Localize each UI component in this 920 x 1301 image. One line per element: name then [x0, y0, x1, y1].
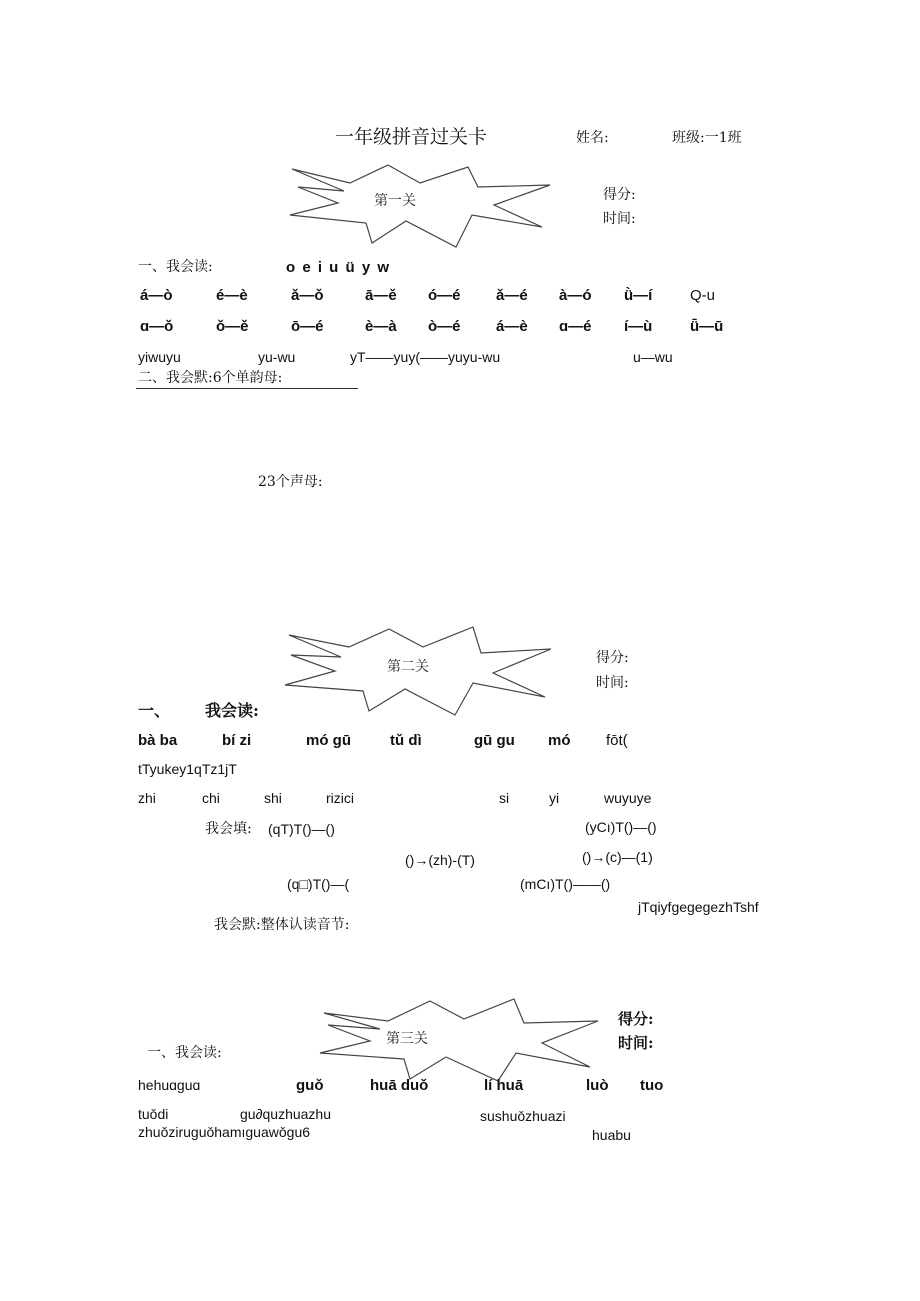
level3-row1-item: tuo [640, 1077, 664, 1094]
level3-row2-item: tuǒdi [138, 1106, 169, 1122]
level2-row2-item: zhi [138, 790, 156, 806]
level3-read-label: 一、我会读: [147, 1045, 222, 1061]
level2-row1-item: tǔ dì [390, 732, 422, 749]
level2-row2-item: shi [264, 790, 282, 806]
level1-row2-item: ǒ—ě [216, 318, 249, 335]
page-title: 一年级拼音过关卡 [335, 126, 488, 148]
level3-row1-item: huā duǒ [370, 1077, 429, 1094]
level3-time-label: 时间: [618, 1034, 654, 1052]
level1-badge [288, 163, 558, 249]
level1-row1-item: ā—ě [365, 287, 397, 304]
level2-fill-label: 我会填: [205, 821, 252, 837]
level2-write-label: 我会默:整体认读音节: [214, 917, 350, 933]
level1-read-label: 一、我会读: [138, 259, 213, 275]
level1-row1-item: ǜ—í [624, 287, 653, 304]
level2-row1b: tTyukey1qTz1jT [138, 761, 237, 777]
level2-row2-item: si [499, 790, 510, 806]
level2-fill-item: (qT)T()—() [268, 821, 335, 837]
level2-row1-item: mó [548, 732, 571, 749]
level1-row1-item: Q-u [690, 287, 716, 304]
level2-row2-item: rizici [326, 790, 354, 806]
level1-row1-item: ó—é [428, 287, 461, 304]
level2-fill-item: (mCı)T()——() [520, 876, 611, 892]
level1-row2-item: ɑ—ǒ [140, 318, 174, 335]
level3-row1-item: hehuɑguɑ [138, 1077, 201, 1093]
level2-read-prefix: 一、 [138, 701, 171, 720]
level1-row1-item: ǎ—ǒ [291, 287, 324, 304]
level1-initials-label: 23个声母: [258, 474, 323, 490]
level1-row2-item: è—à [365, 318, 397, 335]
level2-badge-text: 第二关 [387, 659, 429, 675]
level3-row1-item: luò [586, 1077, 609, 1094]
name-label: 姓名: [576, 130, 609, 146]
level2-fill-extra: jTqiyfgegegezhTshf [638, 899, 759, 915]
underline-rule [136, 388, 358, 389]
level3-row1-item: lí huā [484, 1077, 524, 1094]
level1-row3-item: yT——yuy(——yuyu-wu [350, 349, 501, 365]
level1-row1-item: é—è [216, 287, 248, 304]
level3-row3-item: huabu [592, 1127, 631, 1143]
level2-row1-item: fōt( [606, 732, 628, 749]
level3-row2-item: sushuǒzhuazi [480, 1108, 566, 1124]
level3-badge-text: 第三关 [386, 1031, 428, 1047]
level2-fill-item: ()→(zh)-(T) [405, 852, 475, 868]
level1-row3-item: u—wu [633, 349, 673, 365]
level1-score-label: 得分: [603, 187, 636, 203]
level3-row3-item: zhuǒziruguǒhamıguawǒgu6 [138, 1124, 311, 1140]
level2-fill-item: (q□)T()—( [287, 876, 350, 892]
level3-badge [318, 997, 602, 1083]
level2-row1-item: bà ba [138, 732, 178, 749]
level1-row1-item: á—ò [140, 287, 173, 304]
level1-write-label: 二、我会默:6个单韵母: [138, 370, 283, 386]
level1-row3-item: yiwuyu [138, 349, 181, 365]
level2-fill-item: ()→(c)—(1) [582, 849, 653, 865]
level3-row1-item: guǒ [296, 1077, 324, 1094]
level1-row2-item: í—ù [624, 318, 653, 335]
level2-row1-item: bí zi [222, 732, 252, 749]
level3-row2-item: gu∂quzhuazhu [240, 1106, 331, 1122]
level1-row1-item: ǎ—é [496, 287, 528, 304]
level3-score-label: 得分: [618, 1010, 654, 1028]
level1-badge-text: 第一关 [374, 193, 416, 209]
level1-row2-item: á—è [496, 318, 528, 335]
level2-fill-item: (yCı)T()—() [585, 819, 657, 835]
level2-row1-item: mó gū [306, 732, 351, 749]
level1-row1-item: à—ó [559, 287, 592, 304]
level1-row3-item: yu-wu [258, 349, 296, 365]
level1-row2-item: ɑ—é [559, 318, 592, 335]
class-label: 班级:一1班 [672, 130, 742, 146]
level2-row1-item: gū gu [474, 732, 515, 749]
level1-time-label: 时间: [603, 211, 636, 227]
level2-score-label: 得分: [596, 650, 629, 666]
level2-row2-item: wuyuye [604, 790, 652, 806]
level1-row2-item: ò—é [428, 318, 461, 335]
level2-time-label: 时间: [596, 675, 629, 691]
level1-row2-item: ō—é [291, 318, 324, 335]
level2-row2-item: chi [202, 790, 220, 806]
level2-read-label: 我会读: [205, 701, 259, 720]
level1-row2-item: ǖ—ū [690, 318, 724, 335]
level2-row2-item: yi [549, 790, 560, 806]
level1-vowels: o e i u ü y w [286, 259, 390, 276]
level2-badge [283, 625, 555, 717]
